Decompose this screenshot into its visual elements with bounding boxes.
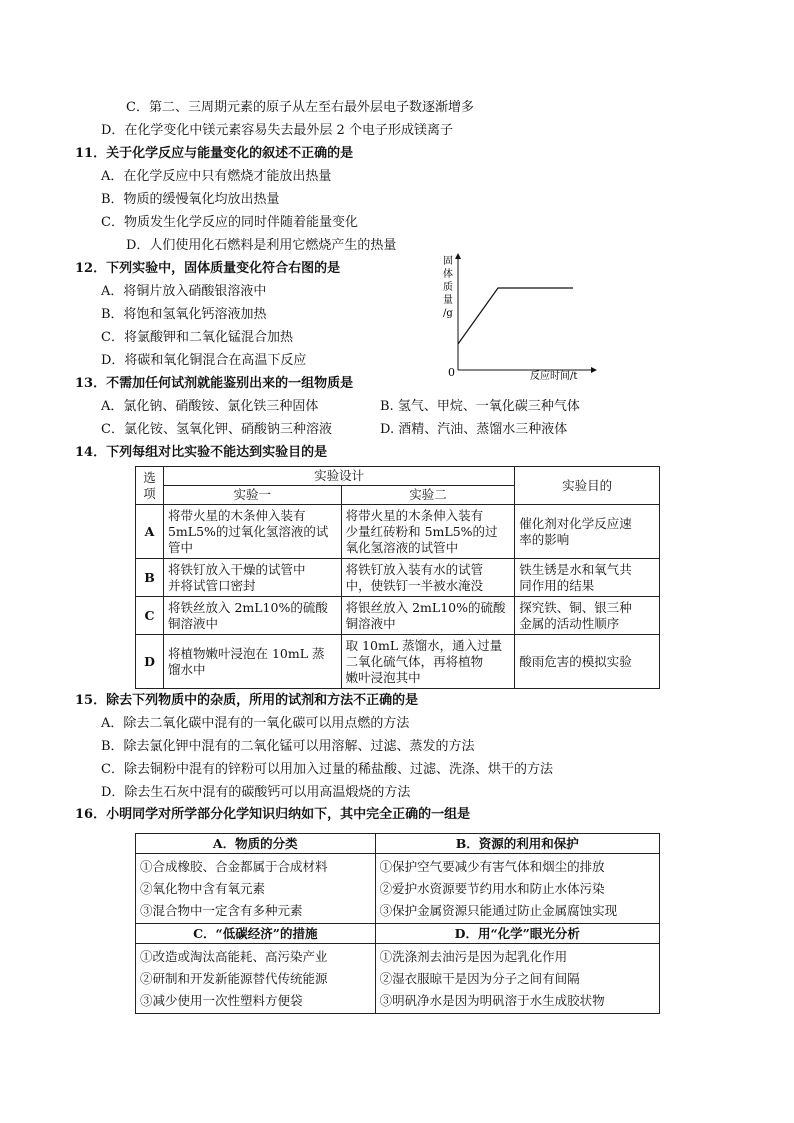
q16-c-title: C．“低碳经济”的措施 [136,924,376,944]
q16-table [135,833,660,1014]
y-label-5: /g [443,308,453,319]
q16-stem: 16．小明同学对所学部分化学知识归纳如下，其中完全正确的一组是 [75,807,471,822]
q16-b-items: ①保护空气要减少有害气体和烟尘的排放 ②爱护水资源要节约用水和防止水体污染 ③保护金属资源只能通过防止金属腐蚀实现 [375,854,659,924]
cell: 取 10mL 蒸馏水，通入过量 二氧化硫气体，再将植物 嫩叶浸泡其中 [341,635,515,689]
q13-stem: 13．不需加任何试剂就能鉴别出来的一组物质是 [75,376,354,391]
q10-option-d: D．在化学变化中镁元素容易失去最外层 2 个电子形成镁离子 [101,123,453,138]
q14-row-a: A 将带火星的木条伸入装有 5mL5%的过氧化氢溶液的试 管中 将带火星的木条伸入装有 少量红砖粉和 5mL5%的过 氧化氢溶液的试管中 催化剂对化学反应速 率的影响 [136,505,660,559]
cell: 酸雨危害的模拟实验 [515,635,660,689]
q13-option-d: D. 酒精、汽油、蒸馏水三种液体 [380,422,568,437]
q11-option-a: A．在化学反应中只有燃烧才能放出热量 [101,169,332,184]
origin-label: 0 [448,366,455,379]
q14-table [135,466,660,689]
q11-option-b: B．物质的缓慢氧化均放出热量 [101,192,280,207]
q13-option-b: B. 氢气、甲烷、一氧化碳三种气体 [380,399,580,414]
q16-b-title: B．资源的利用和保护 [375,834,659,854]
q14-header-purpose: 实验目的 [515,467,660,505]
cell: 探究铁、铜、银三种 金属的活动性顺序 [515,597,660,635]
cell: 将铁钉放入装有水的试管 中，使铁钉一半被水淹没 [341,559,515,597]
q15-stem: 15．除去下列物质中的杂质，所用的试剂和方法不正确的是 [75,693,419,708]
q12-stem: 12．下列实验中，固体质量变化符合右图的是 [75,261,341,276]
q14-row-d: D 将植物嫩叶浸泡在 10mL 蒸 馏水中 取 10mL 蒸馏水，通入过量 二氧化硫气体，再将植物 嫩叶浸泡其中 酸雨危害的模拟实验 [136,635,660,689]
cell: 将铁丝放入 2mL10%的硫酸 铜溶液中 [163,597,341,635]
q11-option-d: D．人们使用化石燃料是利用它燃烧产生的热量 [126,238,397,253]
q12-option-d: D．将碳和氧化铜混合在高温下反应 [101,353,307,368]
cell: 铁生锈是水和氧气共 同作用的结果 [515,559,660,597]
q12-mass-time-graph [430,252,600,382]
q14-header-exp1: 实验一 [163,486,341,505]
y-label-2: 体 [443,269,453,280]
q14-header-design: 实验设计 [163,467,514,486]
q14-row-b: B 将铁钉放入干燥的试管中 并将试管口密封 将铁钉放入装有水的试管 中，使铁钉一半被水淹没 铁生锈是水和氧气共 同作用的结果 [136,559,660,597]
cell: 将银丝放入 2mL10%的硫酸 铜溶液中 [341,597,515,635]
q13-option-a: A．氯化钠、硝酸铵、氯化铁三种固体 [101,399,319,414]
q15-option-a: A．除去二氧化碳中混有的一氧化碳可以用点燃的方法 [101,716,410,731]
q15-option-c: C．除去铜粉中混有的锌粉可以用加入过量的稀盐酸、过滤、洗涤、烘干的方法 [101,762,553,777]
q12-option-a: A．将铜片放入硝酸银溶液中 [101,284,267,299]
q16-a-items: ①合成橡胶、合金都属于合成材料 ②氧化物中含有氧元素 ③混合物中一定含有多种元素 [136,854,376,924]
q14-header-exp2: 实验二 [341,486,515,505]
cell: 催化剂对化学反应速 率的影响 [515,505,660,559]
cell: 将植物嫩叶浸泡在 10mL 蒸 馏水中 [163,635,341,689]
y-label-4: 量 [443,295,453,306]
q12-option-c: C．将氯酸钾和二氧化锰混合加热 [101,330,293,345]
cell: 将带火星的木条伸入装有 5mL5%的过氧化氢溶液的试 管中 [163,505,341,559]
q10-option-c: C．第二、三周期元素的原子从左至右最外层电子数逐渐增多 [126,100,474,115]
q11-stem: 11．关于化学反应与能量变化的叙述不正确的是 [75,146,354,161]
q15-option-d: D．除去生石灰中混有的碳酸钙可以用高温煅烧的方法 [101,785,411,800]
q14-row-c: C 将铁丝放入 2mL10%的硫酸 铜溶液中 将银丝放入 2mL10%的硫酸 铜溶液中 探究铁、铜、银三种 金属的活动性顺序 [136,597,660,635]
q13-option-c: C．氯化铵、氢氧化钾、硝酸钠三种溶液 [101,422,332,437]
q16-d-title: D．用“化学”眼光分析 [375,924,659,944]
y-label-3: 质 [443,282,453,293]
cell: 将带火星的木条伸入装有 少量红砖粉和 5mL5%的过 氧化氢溶液的试管中 [341,505,515,559]
q15-option-b: B．除去氯化钾中混有的二氧化锰可以用溶解、过滤、蒸发的方法 [101,739,475,754]
q16-c-items: ①改造或淘汰高能耗、高污染产业 ②研制和开发新能源替代传统能源 ③减少使用一次性塑料方便袋 [136,944,376,1014]
q16-a-title: A．物质的分类 [136,834,376,854]
mass-curve [458,288,573,344]
q14-stem: 14．下列每组对比实验不能达到实验目的是 [75,445,328,460]
q14-header-option: 选 项 [136,467,164,505]
y-label-1: 固 [443,256,453,267]
cell: 将铁钉放入干燥的试管中 并将试管口密封 [163,559,341,597]
x-label: 反应时间/t [530,371,578,382]
q16-d-items: ①洗涤剂去油污是因为起乳化作用 ②湿衣服晾干是因为分子之间有间隔 ③明矾净水是因为明矾溶于水生成胶状物 [375,944,659,1014]
q12-option-b: B．将饱和氢氧化钙溶液加热 [101,307,267,322]
q11-option-c: C．物质发生化学反应的同时伴随着能量变化 [101,215,358,230]
